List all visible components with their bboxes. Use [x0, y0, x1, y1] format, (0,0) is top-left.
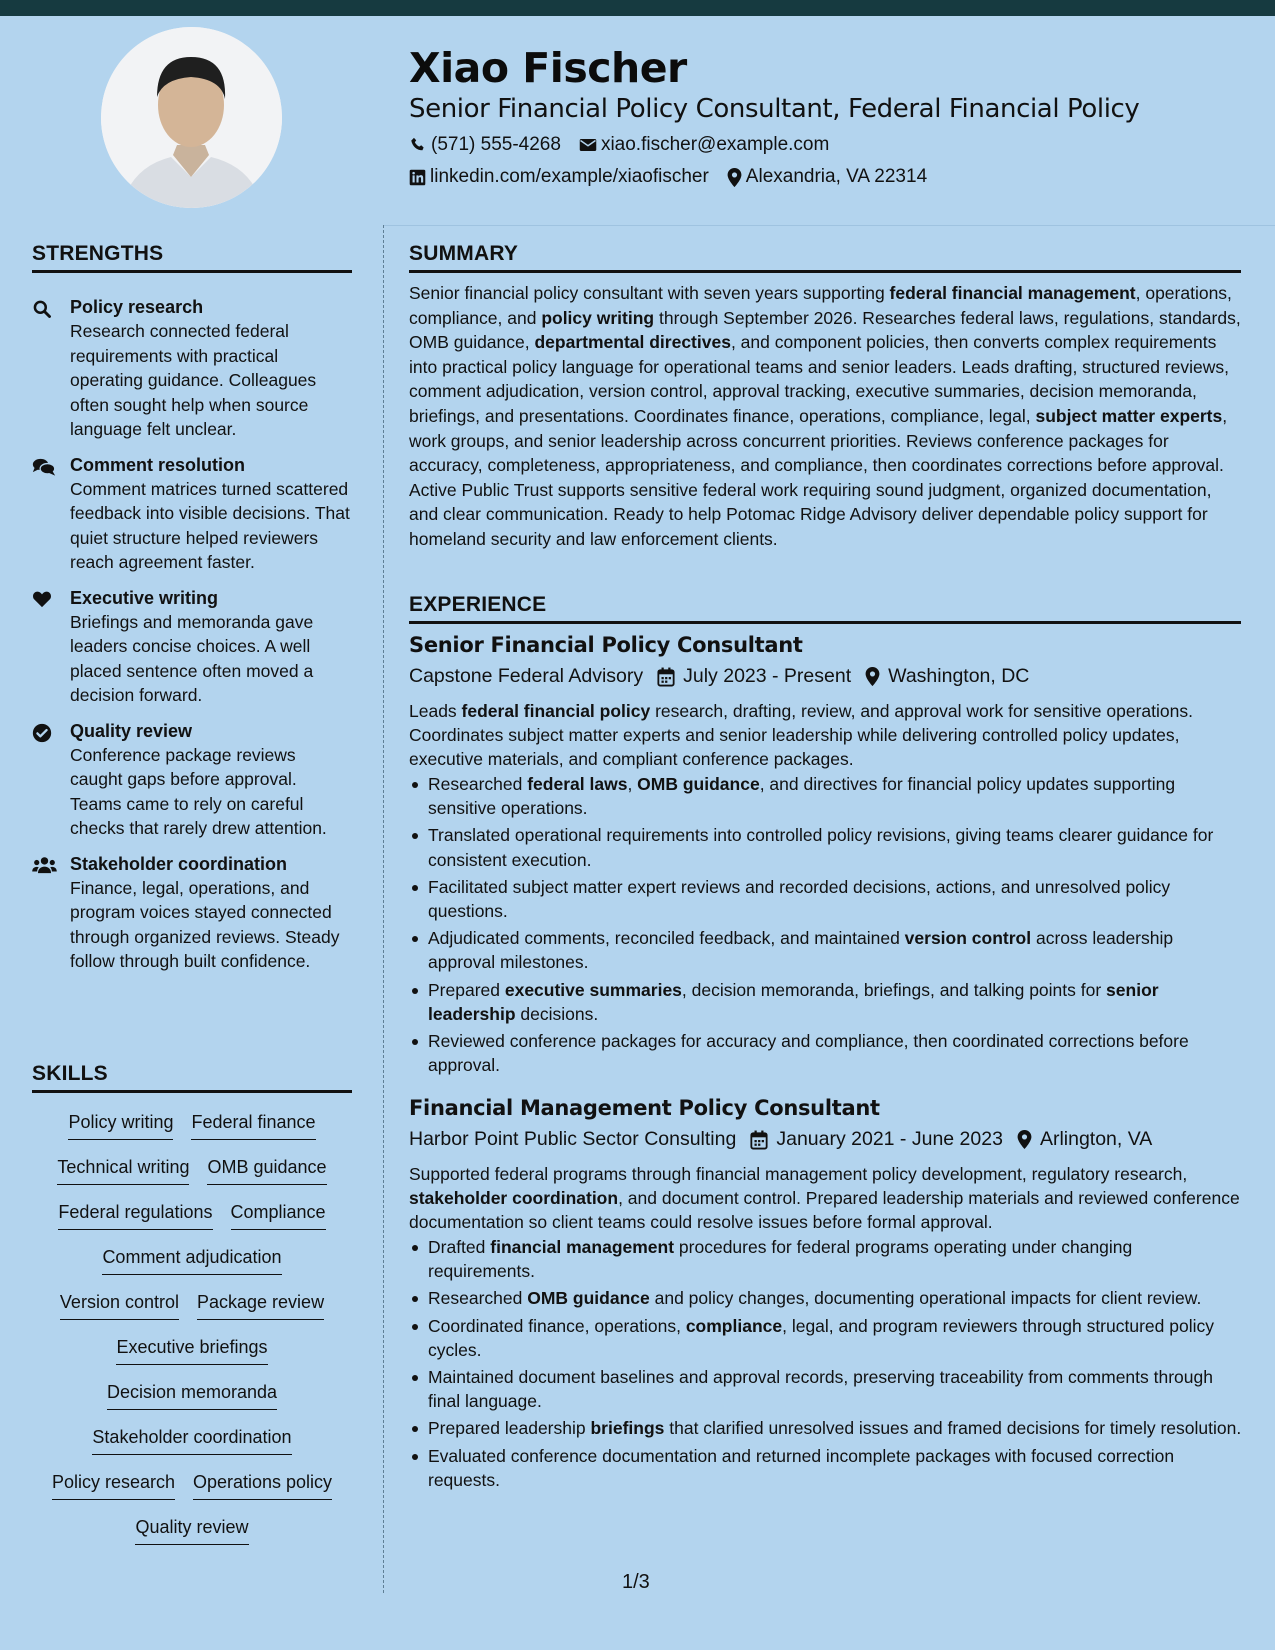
strength-desc: Conference package reviews caught gaps before approval. Teams came to rely on careful checks that rarely drew attention.: [70, 744, 327, 838]
text-run: Leads: [409, 701, 462, 721]
linkedin-text: linkedin.com/example/xiaofischer: [430, 166, 709, 187]
bullet-item: [409, 1314, 1244, 1362]
text-run: Maintained document baselines and approval records, preserving traceability from comments through final language.: [428, 1367, 1213, 1412]
job-bullets: [409, 1235, 1244, 1495]
bold-phrase: subject matter experts: [1035, 405, 1223, 426]
header-divider: [383, 225, 1275, 226]
skill-tag: Executive briefings: [116, 1335, 267, 1365]
skill-tag: Policy writing: [68, 1110, 173, 1140]
bullet-item: [409, 1365, 1244, 1413]
heart-icon: [32, 590, 52, 608]
text-run: , and document control. Prepared leadership materials and reviewed conference documentation so client teams could resolve issues before formal approval.: [409, 1188, 1240, 1233]
strength-item: [32, 720, 352, 841]
text-run: Supported federal programs through financial management policy development, regulatory research,: [409, 1164, 1188, 1184]
job-location: Washington, DC: [888, 665, 1030, 687]
bold-phrase: OMB guidance: [637, 774, 760, 794]
text-run: Evaluated conference documentation and returned incomplete packages with focused correction requests.: [428, 1445, 1175, 1490]
map-pin-icon: [865, 667, 880, 686]
bold-phrase: version control: [904, 928, 1032, 949]
skill-tag: Operations policy: [193, 1470, 332, 1500]
text-run: Drafted: [428, 1237, 491, 1257]
bullet-item: [409, 772, 1244, 820]
strength-item: [32, 296, 352, 442]
text-run: Coordinated finance, operations,: [428, 1315, 686, 1336]
job-dates: January 2021 - June 2023: [776, 1128, 1003, 1150]
contact-row-1: [409, 134, 847, 156]
skill-tag: Policy research: [52, 1470, 175, 1500]
text-run: , and directives for financial policy updates supporting sensitive operations.: [428, 774, 1176, 819]
bold-phrase: federal laws: [527, 774, 628, 794]
search-icon: [32, 299, 52, 319]
text-run: Translated operational requirements into controlled policy revisions, giving teams clearer guidance for consistent execution.: [428, 825, 1214, 870]
text-run: ,: [627, 774, 638, 794]
text-run: , work groups, and senior leadership across concurrent priorities. Reviews conference packages for accuracy, completeness, appropriateness, and compliance, then coordinates corrections before approval. Active Public Trust supports sensitive federal work requiring sound judgment, organized documentation, and clear communication. Ready to help Potomac Ridge Advisory deliver dependable policy support for homeland security and law enforcement clients.: [409, 405, 1228, 549]
page-number: 1/3: [622, 1571, 650, 1593]
text-run: procedures for federal programs operating under changing requirements.: [428, 1237, 1133, 1282]
email-contact[interactable]: [579, 134, 829, 156]
summary-text: [409, 281, 1244, 552]
job-intro: [409, 1162, 1244, 1235]
bullet-item: [409, 926, 1244, 974]
bold-phrase: departmental directives: [534, 332, 731, 353]
job-dates: July 2023 - Present: [683, 665, 852, 687]
text-run: , and component policies, then converts complex requirements into practical policy language for operational teams and senior leaders. Leads drafting, structured reviews, comment adjudication, version control, approval tracking, executive summaries, decision memoranda, briefings, and presentations. Coordinates finance, operations, compliance, legal,: [409, 332, 1230, 426]
skill-tag: Version control: [60, 1290, 179, 1320]
contact-row-2: [409, 166, 945, 188]
text-run: research, drafting, review, and approval work for sensitive operations. Coordinates subject matter experts and senior leadership while delivering controlled policy updates, executive materials, and compliant conference packages.: [409, 701, 1193, 770]
bold-phrase: OMB guidance: [527, 1288, 650, 1309]
bullet-item: [409, 978, 1244, 1026]
bold-phrase: senior leadership: [428, 979, 1159, 1024]
strength-title: Quality review: [70, 720, 193, 741]
text-run: , operations, compliance, and: [409, 283, 1232, 328]
text-run: decisions.: [515, 1003, 599, 1024]
text-run: Prepared: [428, 979, 505, 1000]
linkedin-contact[interactable]: [409, 166, 709, 188]
bold-phrase: federal financial policy: [461, 701, 651, 721]
text-run: Researched: [428, 1288, 528, 1309]
strength-item: [32, 454, 352, 575]
skill-row: [32, 1380, 352, 1425]
text-run: through September 2026. Researches federal laws, regulations, standards, OMB guidance,: [409, 307, 1241, 353]
experience-heading: EXPERIENCE: [409, 593, 1241, 624]
users-icon: [32, 856, 57, 874]
candidate-name: Xiao Fischer: [409, 44, 687, 92]
skills-list: [32, 1110, 352, 1560]
top-accent-bar: [0, 0, 1275, 16]
skill-tag: Federal finance: [191, 1110, 315, 1140]
calendar-icon: [750, 1130, 768, 1150]
check-circle-icon: [32, 723, 52, 743]
strength-desc: Briefings and memoranda gave leaders concise choices. A well placed sentence often moved a decision forward.: [70, 611, 314, 705]
candidate-headline: Senior Financial Policy Consultant, Federal Financial Policy: [409, 94, 1140, 124]
strength-title: Stakeholder coordination: [70, 853, 288, 874]
text-run: Senior financial policy consultant with seven years supporting: [409, 283, 890, 303]
job-title: Financial Management Policy Consultant: [409, 1096, 880, 1120]
job-meta: [409, 665, 1043, 688]
text-run: Reviewed conference packages for accuracy and compliance, then coordinated corrections before approval.: [428, 1031, 1189, 1076]
job-title: Senior Financial Policy Consultant: [409, 633, 803, 657]
bold-phrase: stakeholder coordination: [409, 1188, 619, 1209]
bullet-item: [409, 1235, 1244, 1283]
skill-row: [32, 1110, 352, 1155]
job-intro: [409, 699, 1244, 772]
company-name: Harbor Point Public Sector Consulting: [409, 1128, 737, 1150]
text-run: across leadership approval milestones.: [428, 928, 1174, 973]
envelope-icon: [579, 137, 597, 153]
bullet-item: [409, 1444, 1244, 1492]
strengths-heading: STRENGTHS: [32, 242, 352, 273]
skill-row: [32, 1425, 352, 1470]
skill-tag: Federal regulations: [58, 1200, 212, 1230]
skill-tag: Technical writing: [57, 1155, 189, 1185]
text-run: and policy changes, documenting operational impacts for client review.: [649, 1288, 1202, 1309]
text-run: Facilitated subject matter expert reviews and recorded decisions, actions, and unresolved policy questions.: [428, 876, 1171, 922]
skill-tag: Quality review: [135, 1515, 248, 1545]
bold-phrase: compliance: [685, 1315, 783, 1336]
skill-row: [32, 1245, 352, 1290]
phone-icon: [409, 136, 427, 154]
skill-tag: Comment adjudication: [102, 1245, 281, 1275]
skill-row: [32, 1200, 352, 1245]
company-name: Capstone Federal Advisory: [409, 665, 644, 687]
job-bullets: [409, 772, 1244, 1080]
bold-phrase: executive summaries: [504, 979, 682, 1000]
strength-title: Policy research: [70, 297, 204, 317]
text-run: Researched: [428, 774, 528, 794]
strength-title: Executive writing: [70, 587, 219, 608]
calendar-icon: [657, 667, 675, 687]
text-run: Adjudicated comments, reconciled feedback, and maintained: [428, 928, 905, 949]
profile-photo: [101, 27, 282, 208]
bold-phrase: policy writing: [541, 307, 655, 328]
bold-phrase: financial management: [490, 1237, 675, 1257]
text-run: , decision memoranda, briefings, and talking points for: [681, 979, 1107, 1000]
skill-tag: Package review: [197, 1290, 324, 1320]
bullet-item: [409, 823, 1244, 871]
map-pin-icon: [727, 168, 742, 187]
bullet-item: [409, 875, 1244, 923]
phone-text: (571) 555-4268: [431, 134, 561, 155]
skill-row: [32, 1470, 352, 1515]
summary-heading: SUMMARY: [409, 242, 1241, 273]
job-location: Arlington, VA: [1039, 1128, 1153, 1150]
phone-contact[interactable]: [409, 134, 561, 156]
skill-row: [32, 1335, 352, 1380]
skill-tag: Decision memoranda: [107, 1380, 277, 1410]
strength-desc: Comment matrices turned scattered feedback into visible decisions. That quiet structure helped reviewers reach agreement faster.: [70, 478, 350, 572]
email-text: xiao.fischer@example.com: [600, 134, 830, 155]
skill-tag: Stakeholder coordination: [92, 1425, 291, 1455]
bold-phrase: briefings: [590, 1418, 665, 1439]
bullet-item: [409, 1029, 1244, 1077]
skill-row: [32, 1515, 352, 1560]
strength-item: [32, 853, 352, 974]
column-divider: [383, 225, 384, 1593]
strength-desc: Research connected federal requirements with practical operating guidance. Colleagues often sought help when source language felt unclear.: [70, 321, 317, 439]
comments-icon: [32, 457, 56, 477]
bullet-item: [409, 1286, 1244, 1310]
skill-row: [32, 1290, 352, 1335]
location-text: Alexandria, VA 22314: [745, 166, 928, 187]
map-pin-icon: [1017, 1130, 1032, 1149]
bullet-item: [409, 1416, 1244, 1440]
skill-tag: Compliance: [231, 1200, 326, 1230]
skill-tag: OMB guidance: [207, 1155, 326, 1185]
strength-desc: Finance, legal, operations, and program voices stayed connected through organized reviews. Steady follow through built confidence.: [70, 877, 340, 971]
text-run: , legal, and program reviewers through structured policy cycles.: [428, 1315, 1214, 1360]
strength-title: Comment resolution: [70, 454, 246, 475]
skill-row: [32, 1155, 352, 1200]
job-meta: [409, 1128, 1166, 1151]
linkedin-icon: [409, 169, 426, 186]
location-contact: [727, 166, 927, 188]
bold-phrase: federal financial management: [889, 283, 1136, 303]
strength-item: [32, 587, 352, 708]
text-run: that clarified unresolved issues and framed decisions for timely resolution.: [664, 1418, 1242, 1439]
skills-heading: SKILLS: [32, 1062, 352, 1093]
text-run: Prepared leadership: [428, 1418, 591, 1439]
strengths-list: [32, 296, 352, 986]
